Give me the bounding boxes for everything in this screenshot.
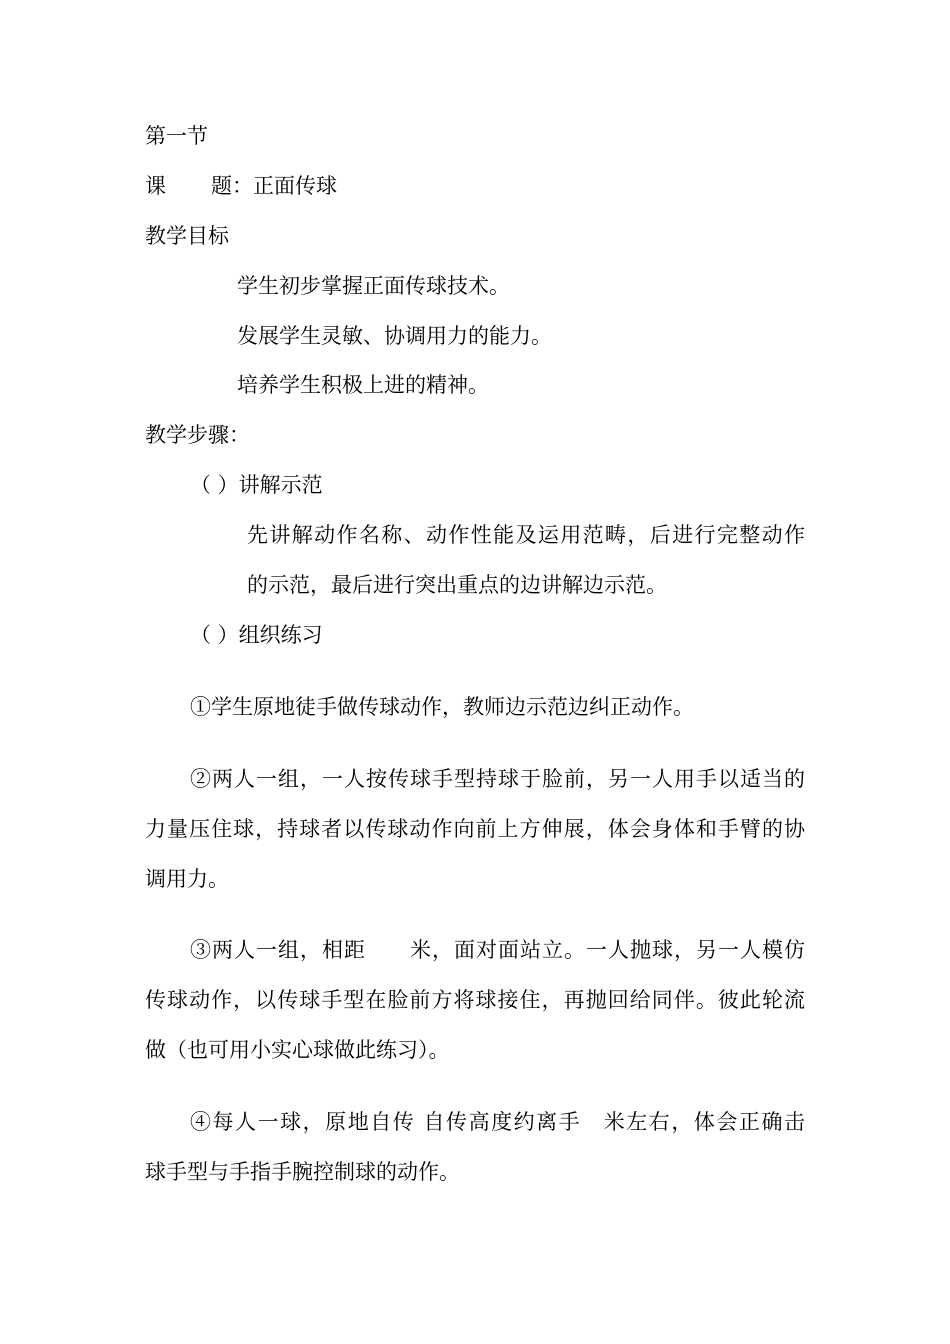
practice-item-4-line: 球手型与手指手腕控制球的动作。	[145, 1160, 460, 1184]
practice-item-3-line: ③两人一组，相距 米，面对面站立。一人抛球，另一人模仿	[190, 938, 805, 962]
practice-item-3-line: 做（也可用小实心球做此练习）。	[145, 1038, 450, 1062]
part1-title: （ ）讲解示范	[190, 473, 323, 497]
practice-item-3-line: 传球动作，以传球手型在脸前方将球接住，再抛回给同伴。彼此轮流	[145, 988, 805, 1012]
topic-label-a: 课	[145, 174, 166, 198]
objectives-heading: 教学目标	[145, 224, 229, 248]
objective-item: 学生初步掌握正面传球技术。	[237, 274, 510, 298]
part1-line: 先讲解动作名称、动作性能及运用范畴，后进行完整动作	[247, 523, 805, 547]
objective-item: 发展学生灵敏、协调用力的能力。	[237, 324, 552, 348]
part1-line: 的示范，最后进行突出重点的边讲解边示范。	[247, 573, 667, 597]
practice-item-4-line: ④每人一球，原地自传 自传高度约离手 米左右，体会正确击	[190, 1110, 805, 1134]
topic-line	[145, 171, 337, 201]
practice-item-2-line: ②两人一组，一人按传球手型持球于脸前，另一人用手以适当的	[190, 767, 805, 791]
practice-item-2-line: 调用力。	[145, 867, 229, 891]
objective-item: 培养学生积极上进的精神。	[237, 373, 489, 397]
steps-heading: 教学步骤：	[145, 423, 250, 447]
section-title: 第一节	[145, 124, 208, 148]
practice-item-2-line: 力量压住球，持球者以传球动作向前上方伸展，体会身体和手臂的协	[145, 817, 805, 841]
part2-title: （ ）组织练习	[190, 623, 323, 647]
topic-value: 正面传球	[253, 174, 337, 198]
topic-label-b: 题：	[211, 174, 253, 198]
practice-item-1: ①学生原地徒手做传球动作，教师边示范边纠正动作。	[190, 695, 694, 719]
